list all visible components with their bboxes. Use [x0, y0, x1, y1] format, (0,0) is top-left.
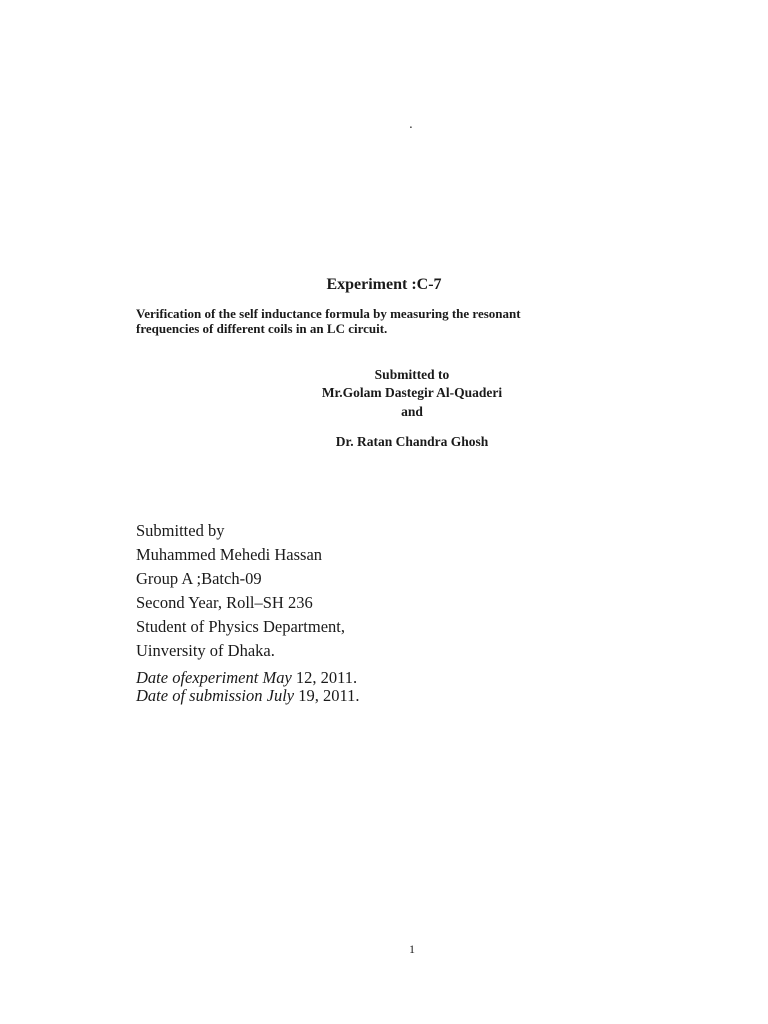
experiment-date-line [136, 669, 360, 687]
conjunction-and: and [401, 404, 423, 419]
student-university: Uinversity of Dhaka. [136, 641, 275, 660]
student-department: Student of Physics Department, [136, 617, 345, 636]
student-group: Group A ;Batch-09 [136, 569, 262, 588]
student-name: Muhammed Mehedi Hassan [136, 545, 323, 564]
teacher-2-name: Dr. Ratan Chandra Ghosh [335, 434, 489, 449]
submission-date-value: 19, 2011. [298, 686, 360, 705]
page-title: Experiment :C-7 [326, 276, 442, 293]
student-year-roll: Second Year, Roll–SH 236 [136, 593, 313, 612]
experiment-date-label: Date ofexperiment May [136, 668, 292, 687]
submission-date-label: Date of submission July [136, 686, 295, 705]
submission-date-line [136, 687, 360, 705]
submitted-to-label: Submitted to [374, 367, 450, 382]
subtitle-line-2: frequencies of different coils in an LC circuit. [136, 321, 388, 336]
submitted-by-block [136, 519, 345, 663]
experiment-date-value: 12, 2011. [295, 668, 358, 687]
submitted-by-label: Submitted by [136, 521, 225, 540]
top-mark: . [409, 117, 413, 131]
page-number: 1 [409, 942, 415, 956]
teacher-1-name: Mr.Golam Dastegir Al-Quaderi [321, 385, 503, 400]
dates-block [136, 669, 360, 705]
experiment-subtitle [136, 306, 656, 336]
subtitle-line-1: Verification of the self inductance formula by measuring the resonant [136, 306, 521, 321]
